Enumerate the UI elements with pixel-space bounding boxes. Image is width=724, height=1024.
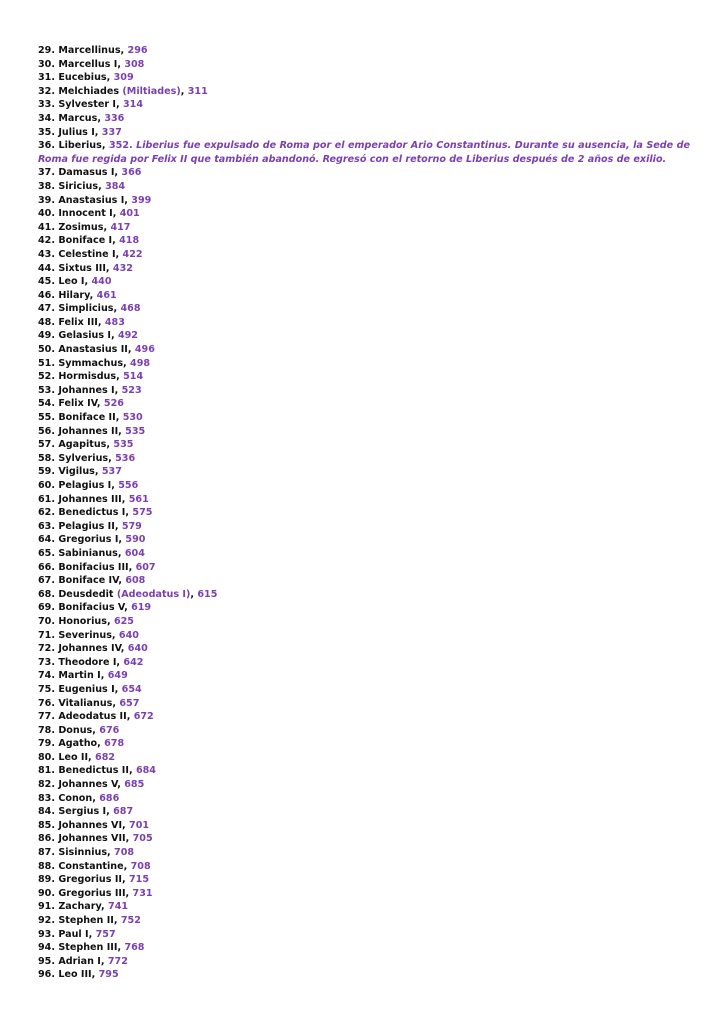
pope-year: 384 — [105, 180, 126, 192]
pope-year: 366 — [121, 167, 142, 179]
pope-name: Celestine I — [58, 248, 116, 260]
pope-name: Hilary — [58, 289, 90, 301]
pope-name: Severinus — [58, 629, 112, 641]
pope-year: 752 — [120, 915, 141, 926]
pope-year: 768 — [124, 942, 145, 954]
list-item: 33. Sylvester I, 314 — [38, 99, 144, 111]
entry-number: 33. — [38, 99, 55, 111]
list-item: 47. Simplicius, 468 — [38, 303, 141, 315]
pope-year: 642 — [123, 656, 144, 668]
entry-number: 48. — [38, 316, 55, 328]
pope-name: Honorius — [58, 615, 107, 627]
list-item: 53. Johannes I, 523 — [38, 384, 142, 396]
list-item: 80. Leo II, 682 — [38, 751, 116, 763]
pope-name: Innocent I — [58, 208, 113, 220]
entry-number: 52. — [38, 371, 55, 383]
pope-name: Damasus I — [58, 167, 115, 179]
pope-name: Liberius — [58, 140, 102, 152]
list-item: 50. Anastasius II, 496 — [38, 344, 155, 356]
pope-name: Johannes I — [58, 384, 115, 396]
entry-number: 68. — [38, 588, 55, 600]
pope-year: 676 — [99, 724, 120, 736]
pope-year: 741 — [108, 901, 129, 913]
entry-number: 80. — [38, 751, 55, 763]
pope-name: Leo I — [58, 276, 85, 288]
pope-name: Paul I — [58, 928, 89, 940]
pope-name: Felix IV — [58, 398, 97, 410]
entry-number: 76. — [38, 697, 55, 709]
pope-name: Sisinnius — [58, 847, 108, 859]
list-item: 43. Celestine I, 422 — [38, 248, 143, 260]
pope-year: 492 — [117, 330, 138, 342]
pope-year: 625 — [113, 615, 134, 627]
pope-year: 757 — [95, 928, 116, 940]
list-item: 92. Stephen II, 752 — [38, 915, 141, 926]
pope-year: 657 — [119, 697, 140, 709]
pope-year: 672 — [133, 711, 154, 723]
pope-name: Marcellus I — [58, 58, 118, 70]
pope-year: 496 — [134, 344, 155, 356]
pope-year: 309 — [113, 72, 134, 84]
pope-year: 422 — [122, 248, 143, 260]
pope-year: 401 — [119, 208, 140, 220]
list-item: 77. Adeodatus II, 672 — [38, 711, 154, 723]
pope-name: Donus — [58, 724, 93, 736]
entry-number: 62. — [38, 507, 55, 519]
entry-number: 38. — [38, 180, 55, 192]
pope-year: 561 — [128, 493, 149, 505]
pope-name: Gregorius II — [58, 874, 122, 886]
list-item: 96. Leo III, 795 — [38, 969, 119, 981]
pope-name: Sylvester I — [58, 99, 116, 111]
pope-name: Theodore I — [58, 656, 117, 668]
pope-year: 535 — [113, 439, 134, 451]
entry-number: 44. — [38, 262, 55, 274]
entry-number: 43. — [38, 248, 55, 260]
list-item: 48. Felix III, 483 — [38, 316, 125, 328]
list-item: 84. Sergius I, 687 — [38, 806, 134, 818]
pope-name: Zosimus — [58, 221, 104, 233]
entry-number: 89. — [38, 874, 55, 886]
pope-name: Siricius — [58, 180, 99, 192]
pope-year: 314 — [123, 99, 144, 111]
entry-number: 91. — [38, 901, 55, 913]
pope-year: 687 — [113, 806, 134, 818]
entry-number: 94. — [38, 942, 55, 954]
pope-name: Anastasius I — [58, 194, 125, 206]
pope-alias: (Miltiades) — [122, 85, 181, 97]
list-item: 79. Agatho, 678 — [38, 738, 125, 750]
entry-number: 34. — [38, 112, 55, 124]
entry-number: 29. — [38, 45, 55, 56]
pope-year: 619 — [131, 602, 152, 614]
pope-year: 523 — [121, 384, 142, 396]
entry-number: 31. — [38, 72, 55, 84]
list-item: 74. Martin I, 649 — [38, 670, 128, 682]
list-item: 52. Hormisdus, 514 — [38, 371, 144, 383]
entry-number: 92. — [38, 915, 55, 926]
entry-number: 93. — [38, 928, 55, 940]
pope-name: Johannes VI — [58, 819, 123, 831]
list-item: 61. Johannes III, 561 — [38, 493, 149, 505]
pope-name: Benedictus II — [58, 765, 129, 777]
list-item: 76. Vitalianus, 657 — [38, 697, 140, 709]
list-item: 62. Benedictus I, 575 — [38, 507, 153, 519]
entry-number: 37. — [38, 167, 55, 179]
pope-name: Constantine — [58, 860, 124, 872]
pope-name: Zachary — [58, 901, 102, 913]
pope-year: 440 — [91, 276, 112, 288]
entry-number: 57. — [38, 439, 55, 451]
pope-note: Liberius fue expulsado de Roma por el emperador Ario Constantinus. Durante su ausencia, la Sede de Roma fue regida por Felix II que también abandonó. Regresó con el retorno de Liberius después de 2 años de exilio. — [38, 140, 690, 165]
list-item: 64. Gregorius I, 590 — [38, 534, 146, 546]
list-item: 66. Bonifacius III, 607 — [38, 561, 156, 573]
list-item: 67. Boniface IV, 608 — [38, 575, 146, 587]
pope-year: 336 — [104, 112, 125, 124]
list-item: 81. Benedictus II, 684 — [38, 765, 156, 777]
list-item: 86. Johannes VII, 705 — [38, 833, 153, 845]
pope-name: Vigilus — [58, 466, 95, 478]
list-item: 38. Siricius, 384 — [38, 180, 126, 192]
pope-name: Sergius I — [58, 806, 107, 818]
list-item: 87. Sisinnius, 708 — [38, 847, 135, 859]
pope-year: 649 — [107, 670, 128, 682]
pope-name: Stephen II — [58, 915, 114, 926]
entry-number: 39. — [38, 194, 55, 206]
pope-name: Stephen III — [58, 942, 118, 954]
entry-number: 32. — [38, 85, 55, 97]
entry-number: 54. — [38, 398, 55, 410]
entry-number: 61. — [38, 493, 55, 505]
pope-year: 604 — [124, 547, 145, 559]
list-item: 70. Honorius, 625 — [38, 615, 134, 627]
list-item: 45. Leo I, 440 — [38, 276, 112, 288]
entry-number: 82. — [38, 779, 55, 791]
list-item: 88. Constantine, 708 — [38, 860, 151, 872]
pope-year: 352. — [108, 140, 133, 152]
pope-year: 556 — [118, 480, 139, 491]
pope-name: Marcus — [58, 112, 98, 124]
list-item: 30. Marcellus I, 308 — [38, 58, 145, 70]
pope-year: 615 — [197, 588, 218, 600]
pope-year: 678 — [104, 738, 125, 750]
pope-year: 514 — [123, 371, 144, 383]
list-item: 59. Vigilus, 537 — [38, 466, 122, 478]
list-item: 56. Johannes II, 535 — [38, 425, 146, 437]
pope-name: Melchiades — [58, 85, 120, 97]
entry-number: 42. — [38, 235, 55, 247]
entry-number: 67. — [38, 575, 55, 587]
entry-number: 84. — [38, 806, 55, 818]
entry-number: 71. — [38, 629, 55, 641]
pope-year: 296 — [127, 45, 148, 56]
list-item: 46. Hilary, 461 — [38, 289, 117, 301]
list-item: 39. Anastasius I, 399 — [38, 194, 152, 206]
entry-number: 75. — [38, 683, 55, 695]
list-item: 63. Pelagius II, 579 — [38, 520, 142, 532]
pope-year: 708 — [114, 847, 135, 859]
entry-number: 78. — [38, 724, 55, 736]
entry-number: 36. — [38, 140, 55, 152]
pope-year: 579 — [121, 520, 142, 532]
list-item: 75. Eugenius I, 654 — [38, 683, 142, 695]
list-item: 85. Johannes VI, 701 — [38, 819, 150, 831]
pope-name: Johannes III — [58, 493, 122, 505]
pope-year: 417 — [110, 221, 131, 233]
pope-year: 535 — [125, 425, 146, 437]
pope-name: Pelagius I — [58, 480, 112, 491]
entry-number: 85. — [38, 819, 55, 831]
pope-year: 575 — [132, 507, 153, 519]
list-item: 44. Sixtus III, 432 — [38, 262, 133, 274]
pope-year: 468 — [120, 303, 141, 315]
pope-name: Adeodatus II — [58, 711, 127, 723]
list-item: 36. Liberius, 352. Liberius fue expulsado de Roma por el emperador Ario Constantinus. Durante su ausencia, la Sede de Roma fue regida por Felix II que también abandonó. Regresó con el retorno de Liberius después de 2 años de exilio. — [38, 140, 690, 165]
pope-year: 536 — [115, 452, 136, 464]
pope-name: Eucebius — [58, 72, 107, 84]
entry-number: 53. — [38, 384, 55, 396]
list-item: 37. Damasus I, 366 — [38, 167, 142, 179]
entry-number: 73. — [38, 656, 55, 668]
list-item: 94. Stephen III, 768 — [38, 942, 145, 954]
list-item: 83. Conon, 686 — [38, 792, 120, 804]
pope-name: Leo III — [58, 969, 92, 981]
pope-name: Marcellinus — [58, 45, 121, 56]
pope-name: Boniface IV — [58, 575, 119, 587]
entry-number: 83. — [38, 792, 55, 804]
entry-number: 72. — [38, 643, 55, 655]
entry-number: 66. — [38, 561, 55, 573]
list-item: 91. Zachary, 741 — [38, 901, 129, 913]
entry-number: 96. — [38, 969, 55, 981]
pope-name: Deusdedit — [58, 588, 114, 600]
pope-name: Leo II — [58, 751, 89, 763]
list-item: 35. Julius I, 337 — [38, 126, 122, 138]
pope-name: Johannes V — [58, 779, 118, 791]
pope-name: Boniface I — [58, 235, 113, 247]
pope-name: Pelagius II — [58, 520, 115, 532]
list-item: 69. Bonifacius V, 619 — [38, 602, 152, 614]
entry-number: 95. — [38, 955, 55, 967]
pope-year: 685 — [124, 779, 145, 791]
pope-year: 308 — [124, 58, 145, 70]
list-item: 93. Paul I, 757 — [38, 928, 116, 940]
entry-number: 59. — [38, 466, 55, 478]
pope-year: 654 — [121, 683, 142, 695]
entry-number: 55. — [38, 412, 55, 424]
pope-year: 498 — [130, 357, 151, 369]
pope-year: 526 — [103, 398, 124, 410]
pope-name: Martin I — [58, 670, 101, 682]
pope-name: Eugenius I — [58, 683, 115, 695]
list-item: 90. Gregorius III, 731 — [38, 887, 153, 899]
entry-number: 90. — [38, 887, 55, 899]
pope-name: Vitalianus — [58, 697, 113, 709]
list-item: 40. Innocent I, 401 — [38, 208, 140, 220]
pope-name: Conon — [58, 792, 93, 804]
pope-year: 705 — [132, 833, 153, 845]
entry-number: 40. — [38, 208, 55, 220]
pope-year: 640 — [118, 629, 139, 641]
pope-year: 537 — [101, 466, 122, 478]
pope-name: Bonifacius III — [58, 561, 129, 573]
pope-year: 432 — [112, 262, 133, 274]
pope-name: Sabinianus — [58, 547, 118, 559]
pope-year: 772 — [107, 955, 128, 967]
list-item: 31. Eucebius, 309 — [38, 72, 134, 84]
pope-name: Gregorius I — [58, 534, 119, 546]
pope-name: Sylverius — [58, 452, 109, 464]
list-item: 95. Adrian I, 772 — [38, 955, 128, 967]
pope-year: 530 — [122, 412, 143, 424]
list-item: 89. Gregorius II, 715 — [38, 874, 149, 886]
pope-year: 731 — [132, 887, 153, 899]
pope-name: Gelasius I — [58, 330, 111, 342]
pope-alias: (Adeodatus I) — [116, 588, 191, 600]
entry-number: 69. — [38, 602, 55, 614]
list-item: 42. Boniface I, 418 — [38, 235, 140, 247]
entry-number: 46. — [38, 289, 55, 301]
pope-year: 701 — [129, 819, 150, 831]
entry-number: 49. — [38, 330, 55, 342]
entry-number: 79. — [38, 738, 55, 750]
list-item: 58. Sylverius, 536 — [38, 452, 136, 464]
entry-number: 47. — [38, 303, 55, 315]
pope-name: Julius I — [58, 126, 95, 138]
list-item: 78. Donus, 676 — [38, 724, 120, 736]
pope-year: 607 — [135, 561, 156, 573]
entry-number: 35. — [38, 126, 55, 138]
entry-number: 58. — [38, 452, 55, 464]
pope-name: Agatho — [58, 738, 98, 750]
pope-name: Johannes IV — [58, 643, 121, 655]
entry-number: 41. — [38, 221, 55, 233]
list-item: 51. Symmachus, 498 — [38, 357, 151, 369]
entry-number: 63. — [38, 520, 55, 532]
pope-name: Hormisdus — [58, 371, 117, 383]
list-item: 54. Felix IV, 526 — [38, 398, 124, 410]
entry-number: 64. — [38, 534, 55, 546]
list-item: 73. Theodore I, 642 — [38, 656, 144, 668]
entry-number: 50. — [38, 344, 55, 356]
pope-list — [38, 44, 690, 982]
pope-year: 337 — [101, 126, 122, 138]
list-item: 82. Johannes V, 685 — [38, 779, 145, 791]
list-item: 71. Severinus, 640 — [38, 629, 139, 641]
pope-name: Bonifacius V — [58, 602, 125, 614]
pope-year: 608 — [125, 575, 146, 587]
pope-name: Agapitus — [58, 439, 107, 451]
pope-name: Benedictus I — [58, 507, 126, 519]
pope-year: 715 — [128, 874, 149, 886]
list-item: 60. Pelagius I, 556 — [38, 480, 139, 491]
pope-year: 795 — [98, 969, 119, 981]
entry-number: 70. — [38, 615, 55, 627]
pope-year: 461 — [96, 289, 117, 301]
entry-number: 65. — [38, 547, 55, 559]
pope-name: Gregorius III — [58, 887, 126, 899]
entry-number: 45. — [38, 276, 55, 288]
list-item: 68. Deusdedit (Adeodatus I), 615 — [38, 588, 218, 600]
pope-name: Simplicius — [58, 303, 114, 315]
entry-number: 60. — [38, 480, 55, 491]
pope-year: 590 — [125, 534, 146, 546]
pope-name: Sixtus III — [58, 262, 106, 274]
list-item: 72. Johannes IV, 640 — [38, 643, 148, 655]
entry-number: 51. — [38, 357, 55, 369]
pope-name: Johannes VII — [58, 833, 126, 845]
list-item: 57. Agapitus, 535 — [38, 439, 134, 451]
pope-name: Adrian I — [58, 955, 101, 967]
entry-number: 86. — [38, 833, 55, 845]
entry-number: 30. — [38, 58, 55, 70]
pope-name: Symmachus — [58, 357, 124, 369]
list-item: 55. Boniface II, 530 — [38, 412, 143, 424]
pope-year: 399 — [131, 194, 152, 206]
list-item: 65. Sabinianus, 604 — [38, 547, 145, 559]
pope-name: Johannes II — [58, 425, 119, 437]
pope-year: 686 — [99, 792, 120, 804]
list-item: 49. Gelasius I, 492 — [38, 330, 138, 342]
pope-year: 418 — [119, 235, 140, 247]
entry-number: 74. — [38, 670, 55, 682]
pope-year: 684 — [135, 765, 156, 777]
pope-year: 483 — [104, 316, 125, 328]
entry-number: 77. — [38, 711, 55, 723]
list-item: 34. Marcus, 336 — [38, 112, 125, 124]
pope-year: 311 — [187, 85, 208, 97]
entry-number: 56. — [38, 425, 55, 437]
pope-year: 640 — [127, 643, 148, 655]
list-item: 32. Melchiades (Miltiades), 311 — [38, 85, 208, 97]
pope-name: Boniface II — [58, 412, 116, 424]
pope-year: 682 — [95, 751, 116, 763]
list-item: 41. Zosimus, 417 — [38, 221, 131, 233]
entry-number: 81. — [38, 765, 55, 777]
entry-number: 87. — [38, 847, 55, 859]
entry-number: 88. — [38, 860, 55, 872]
pope-name: Felix III — [58, 316, 98, 328]
list-item: 29. Marcellinus, 296 — [38, 45, 148, 56]
pope-name: Anastasius II — [58, 344, 128, 356]
pope-year: 708 — [130, 860, 151, 872]
